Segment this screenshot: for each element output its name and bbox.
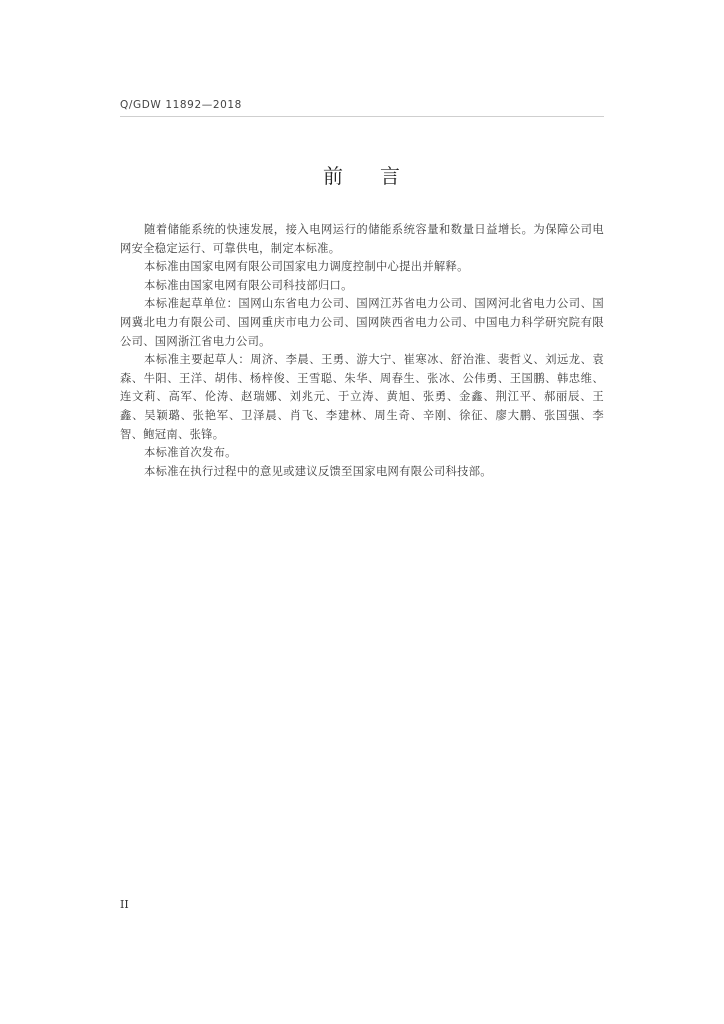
paragraph-proposer: 本标准由国家电网有限公司国家电力调度控制中心提出并解释。 xyxy=(144,260,469,274)
document-code: Q/GDW 11892—2018 xyxy=(120,99,242,111)
paragraph-drafting-units: 本标准起草单位：国网山东省电力公司、国网江苏省电力公司、国网河北省电力公司、国网冀北电力有限公司、国网重庆市电力公司、国网陕西省电力公司、中国电力科学研究院有限公司、国网浙江省电力公司。 xyxy=(120,297,604,348)
header-rule xyxy=(120,116,604,117)
paragraph-purpose: 随着储能系统的快速发展，接入电网运行的储能系统容量和数量日益增长。为保障公司电网安全稳定运行、可靠供电，制定本标准。 xyxy=(120,223,604,255)
paragraph-administrator: 本标准由国家电网有限公司科技部归口。 xyxy=(144,278,353,292)
title-char-2: 言 xyxy=(380,164,401,188)
page-title xyxy=(0,160,724,189)
page-number: II xyxy=(120,898,129,911)
paragraph-first-release: 本标准首次发布。 xyxy=(144,446,237,460)
title-char-1: 前 xyxy=(323,164,344,188)
paragraph-feedback: 本标准在执行过程中的意见或建议反馈至国家电网有限公司科技部。 xyxy=(144,464,492,478)
foreword-body xyxy=(120,221,604,481)
paragraph-drafters: 本标准主要起草人：周济、李晨、王勇、游大宁、崔寒冰、舒治淮、裴哲义、刘远龙、袁森、牛阳、王洋、胡伟、杨梓俊、王雪聪、朱华、周春生、张冰、公伟勇、王国鹏、韩忠维、连文莉、高军、伦涛、赵瑞娜、刘兆元、于立涛、黄旭、张勇、金鑫、荆江平、郝丽辰、王鑫、吴颖璐、张艳军、卫泽晨、肖飞、李建林、周生奇、辛刚、徐征、廖大鹏、张国强、李智、鲍冠南、张锋。 xyxy=(120,353,604,441)
